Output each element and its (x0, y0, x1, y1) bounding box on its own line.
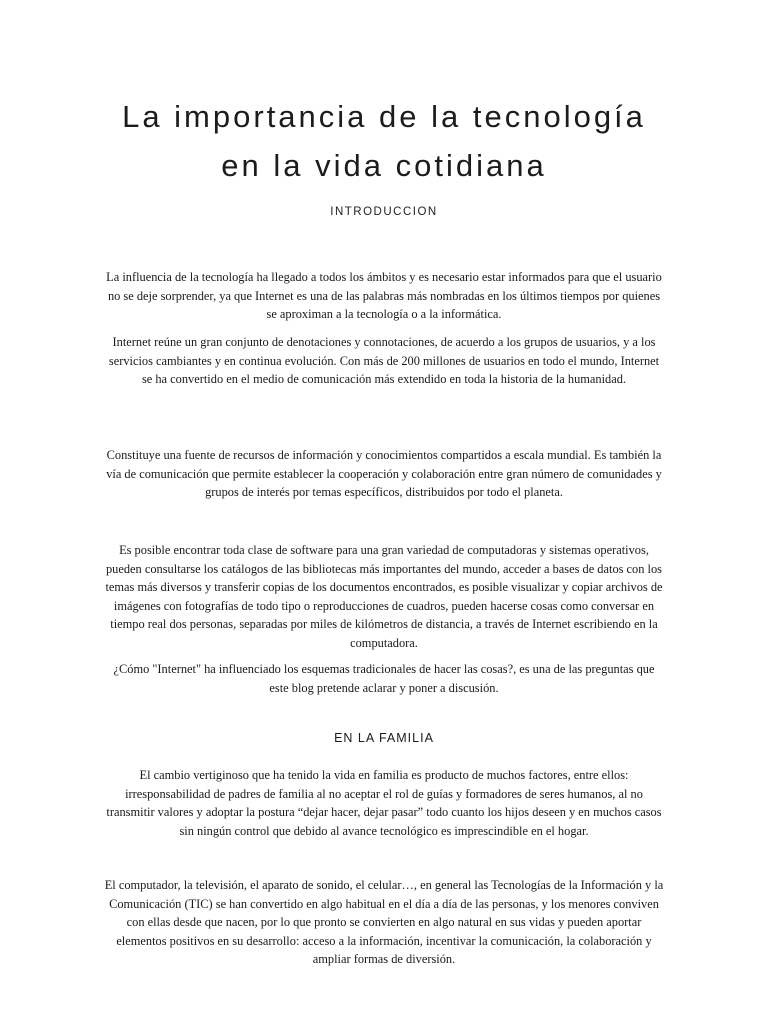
intro-paragraph-2: Internet reúne un gran conjunto de denotaciones y connotaciones, de acuerdo a los grupos de usuarios, y a los servicios cambiantes y en continua evolución. Con más de 200 millones de usuarios en todo el mundo, Internet se ha convertido en el medio de comunicación más extendido en toda la historia de la humanidad. (108, 335, 660, 386)
title-line-1: La importancia de la tecnología (122, 99, 646, 134)
section-label-introduccion: INTRODUCCION (330, 206, 438, 218)
family-paragraph-2: El computador, la televisión, el aparato de sonido, el celular…, en general las Tecnologías de la Información y la Comunicación (TIC) se han convertido en algo habitual en el día a día de las personas, y los menores conviven con ellas desde que nacen, por lo que pronto se convierten en algo natural en sus vidas y pueden aportar elementos positivos en su desarrollo: acceso a la información, incentivar la comunicación, la colaboración y ampliar formas de diversión. (104, 878, 664, 966)
intro-paragraph-1: La influencia de la tecnología ha llegado a todos los ámbitos y es necesario estar informados para que el usuario no se deje sorprender, ya que Internet es una de las palabras más nombradas en los últimos tiempos por quienes se aproximan a la tecnología o a la informática. (106, 270, 662, 321)
section-heading-familia: EN LA FAMILIA (334, 731, 434, 745)
title-line-2: en la vida cotidiana (221, 148, 547, 183)
page-title (40, 92, 728, 190)
intro-paragraph-4: Es posible encontrar toda clase de software para una gran variedad de computadoras y sistemas operativos, pueden consultarse los catálogos de las bibliotecas más importantes del mundo, acceder a bases de datos con los temas más diversos y transferir copias de los documentos encontrados, es posible visualizar y copiar archivos de imágenes con fotografías de todo tipo o reproducciones de cuadros, pueden hacerse cosas como conversar en tiempo real dos personas, separadas por miles de kilómetros de distancia, a través de Internet escribiendo en la computadora. (105, 543, 663, 650)
intro-paragraph-3: Constituye una fuente de recursos de información y conocimientos compartidos a escala mundial. Es también la vía de comunicación que permite establecer la cooperación y colaboración entre gran número de comunidades y grupos de interés por temas específicos, distribuidos por todo el planeta. (106, 448, 662, 499)
family-paragraph-1: El cambio vertiginoso que ha tenido la vida en familia es producto de muchos factores, entre ellos: irresponsabilidad de padres de familia al no aceptar el rol de guías y formadores de seres humanos, al no transmitir valores y adoptar la postura “dejar hacer, dejar pasar” todo cuanto los hijos deseen y en muchos casos sin ningún control que debido al avance tecnológico es imprescindible en el hogar. (106, 768, 662, 838)
intro-paragraph-5: ¿Cómo "Internet" ha influenciado los esquemas tradicionales de hacer las cosas?, es una de las preguntas que este blog pretende aclarar y poner a discusión. (113, 662, 655, 695)
